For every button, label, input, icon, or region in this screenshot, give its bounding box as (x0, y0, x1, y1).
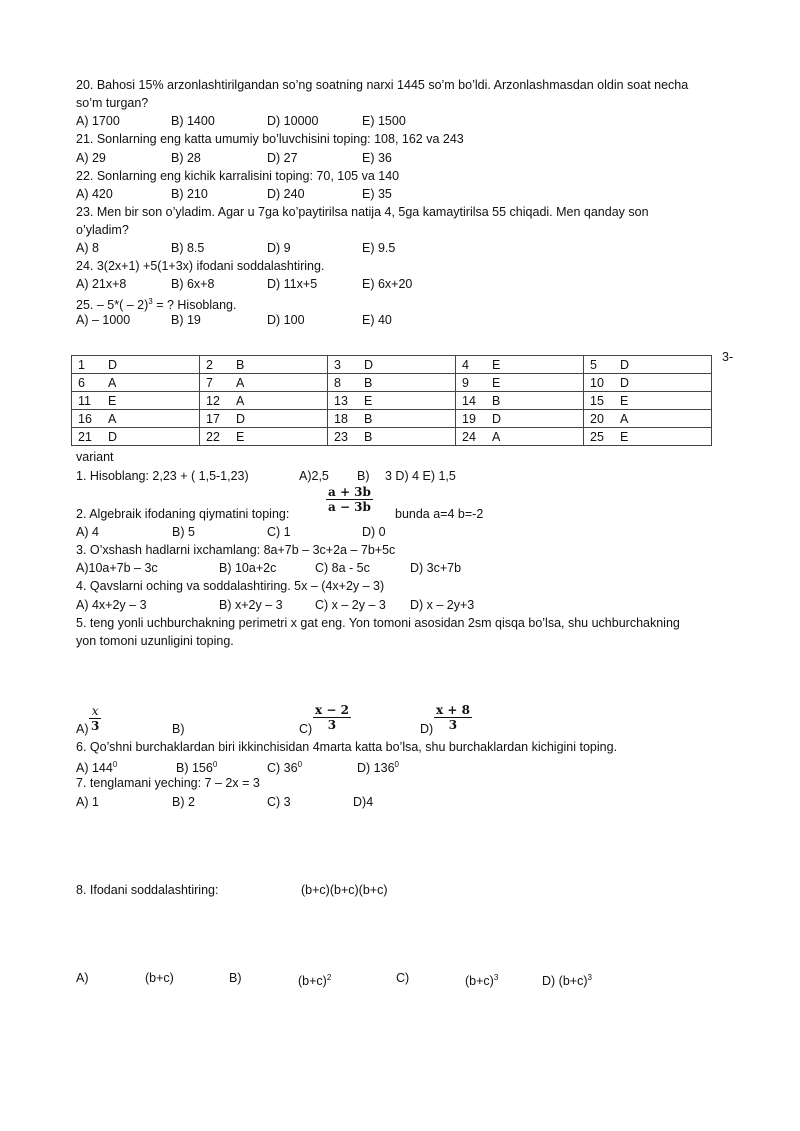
question-number: 4 (462, 357, 469, 372)
question-number: 8 (334, 375, 341, 390)
q4-option-a: A) 4x+2y – 3 (76, 598, 147, 612)
answer-letter: E (108, 393, 117, 408)
q2-option-d: D) 0 (362, 525, 386, 539)
q2-text: 2. Algebraik ifodaning qiymatini toping: (76, 507, 290, 521)
answer-letter: D (364, 357, 374, 372)
q24-option-e: E) 6x+20 (362, 277, 413, 291)
question-number: 3 (334, 357, 341, 372)
answer-letter: D (492, 411, 502, 426)
answer-key-row (72, 374, 712, 392)
answer-key-cell (200, 356, 328, 374)
answer-key-cell (200, 392, 328, 410)
answer-key-cell (200, 428, 328, 446)
variant-number: 3- (722, 350, 734, 364)
answer-key-cell (584, 428, 712, 446)
question-number: 2 (206, 357, 213, 372)
q6-option-d: D) $136^0$ (357, 760, 399, 776)
q7-option-c: C) 3 (267, 795, 291, 809)
answer-key-cell (584, 410, 712, 428)
answer-key-cell (456, 428, 584, 446)
q20-text-line1: 20. Bahosi 15% arzonlashtirilgandan so’ng soatning narxi 1445 so’m bo’ldi. Arzonlashmasdan oldin soat necha (76, 78, 689, 92)
answer-key-cell (200, 374, 328, 392)
answer-letter: A (620, 411, 629, 426)
answer-letter: E (492, 357, 501, 372)
answer-key-cell (328, 410, 456, 428)
question-number: 12 (206, 393, 220, 408)
q7-option-b: B) 2 (172, 795, 195, 809)
question-number: 22 (206, 429, 220, 444)
question-number: 23 (334, 429, 348, 444)
answer-letter: D (620, 357, 630, 372)
answer-letter: E (492, 375, 501, 390)
q20-option-d: D) 10000 (267, 114, 319, 128)
answer-letter: D (108, 429, 118, 444)
q5-text-line2: yon tomoni uzunligini toping. (76, 634, 234, 648)
q24-text: 24. 3(2x+1) +5(1+3x) ifodani soddalashtiring. (76, 259, 325, 273)
question-number: 5 (590, 357, 597, 372)
question-number: 14 (462, 393, 476, 408)
answer-letter: E (620, 429, 629, 444)
q8-option-c-label: C) (396, 971, 410, 985)
q23-option-b: B) 8.5 (171, 241, 205, 255)
q3-option-b: B) 10a+2c (219, 561, 277, 575)
q7-option-d: D)4 (353, 795, 374, 809)
answer-key-cell (72, 410, 200, 428)
answer-key-cell (456, 392, 584, 410)
q21-option-b: B) 28 (171, 151, 201, 165)
answer-letter: D (620, 375, 630, 390)
question-number: 19 (462, 411, 476, 426)
q8-option-b-value: $(b+c)^2$ (298, 973, 332, 989)
q24-option-a: A) 21x+8 (76, 277, 127, 291)
answer-letter: B (364, 411, 373, 426)
q21-option-e: E) 36 (362, 151, 392, 165)
q4-option-d: D) x – 2y+3 (410, 598, 475, 612)
answer-key-cell (456, 356, 584, 374)
question-number: 21 (78, 429, 92, 444)
answer-key-cell (72, 356, 200, 374)
q2-condition: bunda a=4 b=-2 (395, 507, 484, 521)
q3-option-d: D) 3c+7b (410, 561, 462, 575)
answer-key-cell (584, 392, 712, 410)
question-number: 1 (78, 357, 85, 372)
answer-key-row (72, 392, 712, 410)
q20-option-a: A) 1700 (76, 114, 120, 128)
q7-option-a: A) 1 (76, 795, 99, 809)
q3-option-a: A)10a+7b – 3c (76, 561, 158, 575)
answer-letter: E (620, 393, 629, 408)
q2-fraction: $\frac{a + 3b}{a - 3b}$ (328, 485, 371, 514)
q25-option-e: E) 40 (362, 313, 392, 327)
q20-option-e: E) 1500 (362, 114, 406, 128)
answer-letter: A (492, 429, 501, 444)
answer-key-cell (328, 428, 456, 446)
q5-option-c: C) (299, 722, 313, 736)
q23-option-a: A) 8 (76, 241, 99, 255)
q23-text-line1: 23. Men bir son o’yladim. Agar u 7ga ko’paytirilsa natija 4, 5ga kamaytirilsa 55 chiqadi. Men qanday son (76, 205, 649, 219)
q5-fraction-c: $\frac{x - 2}{3}$ (315, 703, 349, 732)
q6-option-b: B) $156^0$ (176, 760, 218, 776)
answer-letter: B (364, 375, 373, 390)
q3-option-c: C) 8a - 5c (315, 561, 370, 575)
q8-expression: (b+c)(b+c)(b+c) (301, 883, 388, 897)
q8-option-a-value: (b+c) (145, 971, 174, 985)
q8-text: 8. Ifodani soddalashtiring: (76, 883, 219, 897)
question-number: 20 (590, 411, 604, 426)
answer-key-row (72, 356, 712, 374)
q1-option-b: B) (357, 469, 370, 483)
q4-option-b: B) x+2y – 3 (219, 598, 283, 612)
answer-key-cell (584, 374, 712, 392)
answer-letter: E (364, 393, 373, 408)
question-number: 25 (590, 429, 604, 444)
q24-option-d: D) 11x+5 (267, 277, 318, 291)
question-number: 7 (206, 375, 213, 390)
answer-letter: D (108, 357, 118, 372)
question-number: 17 (206, 411, 220, 426)
answer-key-cell (72, 392, 200, 410)
q1-option-a: A)2,5 (299, 469, 329, 483)
question-number: 15 (590, 393, 604, 408)
q8-option-c-value: $(b+c)^3$ (465, 973, 499, 989)
answer-letter: B (492, 393, 501, 408)
q4-text: 4. Qavslarni oching va soddalashtiring. 5x – (4x+2y – 3) (76, 579, 385, 593)
q3-text: 3. O’xshash hadlarni ixchamlang: 8a+7b – 3c+2a – 7b+5c (76, 543, 396, 557)
q5-option-b: B) (172, 722, 185, 736)
q21-text: 21. Sonlarning eng katta umumiy bo’luvchisini toping: 108, 162 va 243 (76, 132, 464, 146)
q22-option-a: A) 420 (76, 187, 113, 201)
q23-text-line2: o’yladim? (76, 223, 129, 237)
answer-key-cell (72, 428, 200, 446)
q25-option-d: D) 100 (267, 313, 305, 327)
answer-key-cell (328, 392, 456, 410)
answer-key-cell (456, 410, 584, 428)
answer-key-cell (584, 356, 712, 374)
q25-text: 25. – 5*( – 2)$^3$ = ? Hisoblang. (76, 297, 237, 313)
question-number: 9 (462, 375, 469, 390)
question-number: 16 (78, 411, 92, 426)
answer-letter: A (108, 375, 117, 390)
answer-letter: B (364, 429, 373, 444)
q6-option-a: A) $144^0$ (76, 760, 118, 776)
answer-key-cell (456, 374, 584, 392)
answer-key-cell (328, 374, 456, 392)
answer-letter: B (236, 357, 245, 372)
q5-option-a: A) (76, 722, 89, 736)
answer-key-row (72, 428, 712, 446)
q21-option-a: A) 29 (76, 151, 106, 165)
q22-option-e: E) 35 (362, 187, 392, 201)
q23-option-e: E) 9.5 (362, 241, 396, 255)
q5-fraction-d: $\frac{x + 8}{3}$ (436, 703, 470, 732)
q23-option-d: D) 9 (267, 241, 291, 255)
answer-letter: E (236, 429, 245, 444)
q20-text-line2: so’m turgan? (76, 96, 149, 110)
question-number: 6 (78, 375, 85, 390)
variant-label: variant (76, 450, 114, 464)
question-number: 18 (334, 411, 348, 426)
q7-text: 7. tenglamani yeching: 7 – 2x = 3 (76, 776, 260, 790)
answer-letter: A (108, 411, 117, 426)
q5-option-d: D) (420, 722, 434, 736)
q6-text: 6. Qo’shni burchaklardan biri ikkinchisidan 4marta katta bo’lsa, shu burchaklardan kichigini toping. (76, 740, 618, 754)
answer-key-cell (328, 356, 456, 374)
q8-option-b-label: B) (229, 971, 242, 985)
q5-fraction-a: $\frac{x}{3}$ (91, 704, 100, 733)
answer-key-row (72, 410, 712, 428)
q1-option-rest: 3 D) 4 E) 1,5 (385, 469, 456, 483)
answer-key-cell (72, 374, 200, 392)
question-number: 11 (78, 393, 91, 408)
q2-option-a: A) 4 (76, 525, 99, 539)
q8-option-d: D) $(b+c)^3$ (542, 973, 592, 989)
answer-letter: A (236, 393, 245, 408)
answer-key-table (71, 355, 712, 446)
question-number: 13 (334, 393, 348, 408)
q24-option-b: B) 6x+8 (171, 277, 215, 291)
q4-option-c: C) x – 2y – 3 (315, 598, 386, 612)
q1-text: 1. Hisoblang: 2,23 + ( 1,5-1,23) (76, 469, 249, 483)
answer-letter: D (236, 411, 246, 426)
q22-option-d: D) 240 (267, 187, 305, 201)
q25-option-a: A) – 1000 (76, 313, 131, 327)
q21-option-d: D) 27 (267, 151, 298, 165)
question-number: 24 (462, 429, 476, 444)
q8-option-a-label: A) (76, 971, 89, 985)
q22-text: 22. Sonlarning eng kichik karralisini toping: 70, 105 va 140 (76, 169, 400, 183)
q2-option-b: B) 5 (172, 525, 195, 539)
q22-option-b: B) 210 (171, 187, 208, 201)
q20-option-b: B) 1400 (171, 114, 215, 128)
answer-key-cell (200, 410, 328, 428)
q5-text-line1: 5. teng yonli uchburchakning perimetri x gat eng. Yon tomoni asosidan 2sm qisqa bo’lsa, shu uchburchakning (76, 616, 680, 630)
q2-option-c: C) 1 (267, 525, 291, 539)
q25-option-b: B) 19 (171, 313, 201, 327)
question-number: 10 (590, 375, 604, 390)
q6-option-c: C) $36^0$ (267, 760, 303, 776)
answer-letter: A (236, 375, 245, 390)
